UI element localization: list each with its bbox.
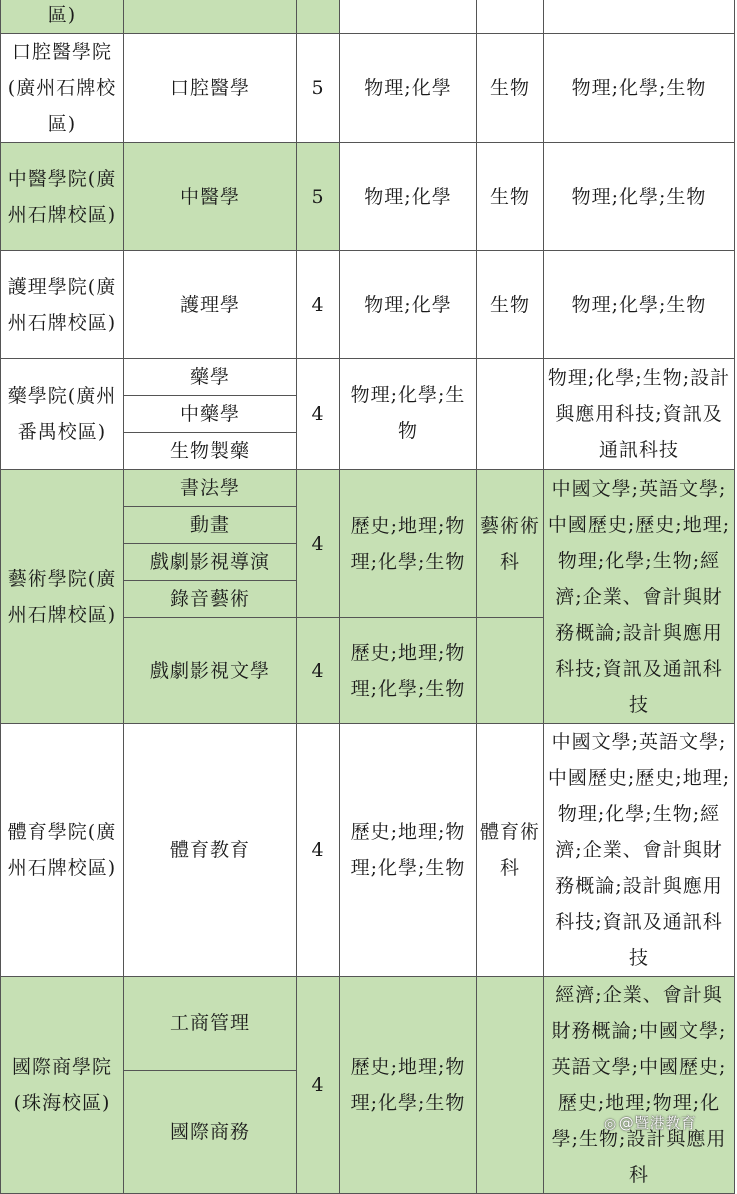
years-cell: 4 bbox=[297, 724, 340, 977]
elective-subject-cell: 藝術術科 bbox=[477, 470, 544, 618]
years-cell: 5 bbox=[297, 34, 340, 143]
required-subjects-cell: 歷史;地理;物理;化學;生物 bbox=[340, 618, 477, 724]
required-subjects-cell: 歷史;地理;物理;化學;生物 bbox=[340, 977, 477, 1194]
elective-subject-cell bbox=[477, 618, 544, 724]
college-cell: 口腔醫學院(廣州石牌校區) bbox=[1, 34, 124, 143]
major-cell: 中醫學 bbox=[124, 143, 297, 251]
major-cell: 書法學 bbox=[124, 470, 297, 507]
college-cell: 體育學院(廣州石牌校區) bbox=[1, 724, 124, 977]
reference-subjects-cell: 物理;化學;生物 bbox=[544, 251, 735, 359]
table-row bbox=[1, 251, 735, 359]
years-cell: 4 bbox=[297, 359, 340, 470]
major-cell: 生物製藥 bbox=[124, 433, 297, 470]
college-cell: 藝術學院(廣州石牌校區) bbox=[1, 470, 124, 724]
table-row bbox=[1, 34, 735, 143]
years-cell: 5 bbox=[297, 143, 340, 251]
reference-subjects-cell: 中國文學;英語文學;中國歷史;歷史;地理;物理;化學;生物;經濟;企業、會計與財務概論;設計與應用科技;資訊及通訊科技 bbox=[544, 724, 735, 977]
major-cell: 口腔醫學 bbox=[124, 34, 297, 143]
elective-subject-cell bbox=[477, 977, 544, 1194]
major-cell: 藥學 bbox=[124, 359, 297, 396]
elective-subject-cell: 生物 bbox=[477, 143, 544, 251]
college-cell: 藥學院(廣州番禺校區) bbox=[1, 359, 124, 470]
table-row bbox=[1, 470, 735, 507]
eye-logo-icon: ◎ bbox=[604, 1116, 617, 1132]
required-subjects-cell: 物理;化學 bbox=[340, 251, 477, 359]
college-cell: 區) bbox=[1, 0, 124, 34]
table-row bbox=[1, 143, 735, 251]
years-cell: 4 bbox=[297, 618, 340, 724]
years-cell: 4 bbox=[297, 251, 340, 359]
table-row bbox=[1, 359, 735, 396]
elective-subject-cell: 生物 bbox=[477, 251, 544, 359]
elective-subject-cell: 生物 bbox=[477, 34, 544, 143]
reference-subjects-cell: 經濟;企業、會計與財務概論;中國文學;英語文學;中國歷史;歷史;地理;物理;化學;生物;設計與應用科 bbox=[544, 977, 735, 1194]
reference-subjects-cell: 物理;化學;生物 bbox=[544, 143, 735, 251]
major-cell: 動畫 bbox=[124, 507, 297, 544]
major-cell: 中藥學 bbox=[124, 396, 297, 433]
major-cell: 工商管理 bbox=[124, 977, 297, 1071]
watermark: ◎ @暨港教育 bbox=[604, 1114, 697, 1132]
elective-subject-cell bbox=[477, 359, 544, 470]
years-cell: 4 bbox=[297, 470, 340, 618]
reference-subjects-cell: 物理;化學;生物;設計與應用科技;資訊及通訊科技 bbox=[544, 359, 735, 470]
required-subjects-cell: 物理;化學 bbox=[340, 34, 477, 143]
required-subjects-cell: 歷史;地理;物理;化學;生物 bbox=[340, 724, 477, 977]
table-row bbox=[1, 977, 735, 1071]
required-subjects-cell: 物理;化學;生物 bbox=[340, 359, 477, 470]
elective-subject-cell: 體育術科 bbox=[477, 724, 544, 977]
required-subjects-cell: 物理;化學 bbox=[340, 143, 477, 251]
major-cell: 國際商務 bbox=[124, 1070, 297, 1193]
years-cell: 4 bbox=[297, 977, 340, 1194]
reference-subjects-cell: 中國文學;英語文學;中國歷史;歷史;地理;物理;化學;生物;經濟;企業、會計與財務概論;設計與應用科技;資訊及通訊科技 bbox=[544, 470, 735, 724]
major-cell: 護理學 bbox=[124, 251, 297, 359]
table-row bbox=[1, 724, 735, 977]
major-cell: 體育教育 bbox=[124, 724, 297, 977]
required-subjects-cell: 歷史;地理;物理;化學;生物 bbox=[340, 470, 477, 618]
college-cell: 中醫學院(廣州石牌校區) bbox=[1, 143, 124, 251]
major-cell: 戲劇影視導演 bbox=[124, 544, 297, 581]
college-cell: 護理學院(廣州石牌校區) bbox=[1, 251, 124, 359]
major-cell: 戲劇影視文學 bbox=[124, 618, 297, 724]
major-cell: 錄音藝術 bbox=[124, 581, 297, 618]
college-cell: 國際商學院(珠海校區) bbox=[1, 977, 124, 1194]
reference-subjects-cell: 物理;化學;生物 bbox=[544, 34, 735, 143]
